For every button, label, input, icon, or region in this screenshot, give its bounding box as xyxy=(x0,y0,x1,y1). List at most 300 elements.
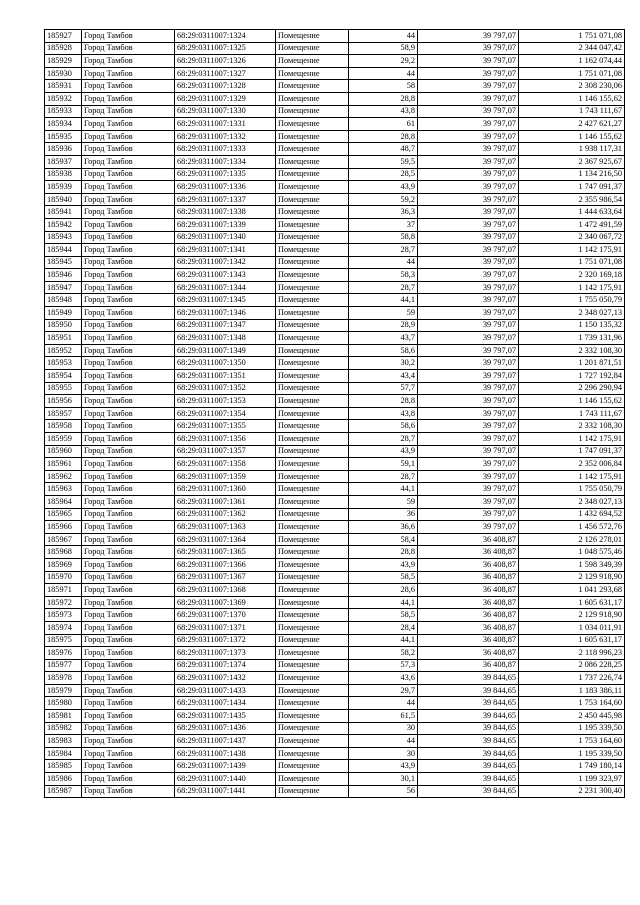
object-type-cell: Помещение xyxy=(276,760,349,773)
object-type-cell: Помещение xyxy=(276,256,349,269)
table-row xyxy=(45,571,625,584)
city-cell: Город Тамбов xyxy=(82,382,175,395)
table-row xyxy=(45,281,625,294)
area-cell: 43,9 xyxy=(349,445,418,458)
object-type-cell: Помещение xyxy=(276,433,349,446)
city-cell: Город Тамбов xyxy=(82,269,175,282)
rate-cell: 39 797,07 xyxy=(418,508,519,521)
rate-cell: 36 408,87 xyxy=(418,596,519,609)
object-type-cell: Помещение xyxy=(276,483,349,496)
city-cell: Город Тамбов xyxy=(82,130,175,143)
area-cell: 59,5 xyxy=(349,155,418,168)
cadastral-value-cell: 1 150 135,32 xyxy=(519,319,625,332)
cadastral-number-cell: 68:29:0311007:1368 xyxy=(175,584,276,597)
rate-cell: 36 408,87 xyxy=(418,558,519,571)
row-number-cell: 185938 xyxy=(45,168,82,181)
area-cell: 59 xyxy=(349,495,418,508)
row-number-cell: 185970 xyxy=(45,571,82,584)
rate-cell: 39 797,07 xyxy=(418,344,519,357)
cadastral-value-cell: 2 308 230,06 xyxy=(519,80,625,93)
city-cell: Город Тамбов xyxy=(82,571,175,584)
object-type-cell: Помещение xyxy=(276,357,349,370)
cadastral-number-cell: 68:29:0311007:1373 xyxy=(175,647,276,660)
cadastral-number-cell: 68:29:0311007:1352 xyxy=(175,382,276,395)
area-cell: 58,6 xyxy=(349,344,418,357)
area-cell: 58,9 xyxy=(349,42,418,55)
city-cell: Город Тамбов xyxy=(82,55,175,68)
area-cell: 43,9 xyxy=(349,181,418,194)
rate-cell: 39 797,07 xyxy=(418,370,519,383)
rate-cell: 39 797,07 xyxy=(418,55,519,68)
rate-cell: 39 797,07 xyxy=(418,168,519,181)
table-row xyxy=(45,621,625,634)
area-cell: 28,4 xyxy=(349,621,418,634)
cadastral-number-cell: 68:29:0311007:1366 xyxy=(175,558,276,571)
table-row xyxy=(45,218,625,231)
object-type-cell: Помещение xyxy=(276,395,349,408)
row-number-cell: 185936 xyxy=(45,143,82,156)
row-number-cell: 185935 xyxy=(45,130,82,143)
city-cell: Город Тамбов xyxy=(82,584,175,597)
city-cell: Город Тамбов xyxy=(82,218,175,231)
table-row xyxy=(45,231,625,244)
row-number-cell: 185976 xyxy=(45,647,82,660)
row-number-cell: 185951 xyxy=(45,332,82,345)
table-row xyxy=(45,697,625,710)
rate-cell: 36 408,87 xyxy=(418,584,519,597)
cadastral-number-cell: 68:29:0311007:1343 xyxy=(175,269,276,282)
table-row xyxy=(45,42,625,55)
city-cell: Город Тамбов xyxy=(82,747,175,760)
object-type-cell: Помещение xyxy=(276,458,349,471)
area-cell: 36,3 xyxy=(349,206,418,219)
cadastral-value-cell: 1 195 339,50 xyxy=(519,722,625,735)
area-cell: 57,7 xyxy=(349,382,418,395)
cadastral-value-cell: 2 427 621,27 xyxy=(519,118,625,131)
cadastral-number-cell: 68:29:0311007:1436 xyxy=(175,722,276,735)
cadastral-value-cell: 1 162 074,44 xyxy=(519,55,625,68)
cadastral-value-cell: 1 195 339,50 xyxy=(519,747,625,760)
cadastral-value-cell: 2 332 108,30 xyxy=(519,420,625,433)
rate-cell: 39 797,07 xyxy=(418,407,519,420)
object-type-cell: Помещение xyxy=(276,785,349,798)
cadastral-value-cell: 2 344 047,42 xyxy=(519,42,625,55)
city-cell: Город Тамбов xyxy=(82,244,175,257)
area-cell: 58 xyxy=(349,80,418,93)
cadastral-number-cell: 68:29:0311007:1327 xyxy=(175,67,276,80)
row-number-cell: 185963 xyxy=(45,483,82,496)
area-cell: 58,6 xyxy=(349,420,418,433)
cadastral-number-cell: 68:29:0311007:1437 xyxy=(175,735,276,748)
row-number-cell: 185978 xyxy=(45,672,82,685)
row-number-cell: 185965 xyxy=(45,508,82,521)
object-type-cell: Помещение xyxy=(276,684,349,697)
rate-cell: 39 797,07 xyxy=(418,382,519,395)
area-cell: 37 xyxy=(349,218,418,231)
rate-cell: 39 797,07 xyxy=(418,143,519,156)
cadastral-value-cell: 1 134 216,50 xyxy=(519,168,625,181)
object-type-cell: Помещение xyxy=(276,420,349,433)
city-cell: Город Тамбов xyxy=(82,281,175,294)
row-number-cell: 185957 xyxy=(45,407,82,420)
table-row xyxy=(45,332,625,345)
row-number-cell: 185972 xyxy=(45,596,82,609)
cadastral-value-table xyxy=(44,29,625,798)
cadastral-value-cell: 1 034 011,91 xyxy=(519,621,625,634)
object-type-cell: Помещение xyxy=(276,407,349,420)
cadastral-value-cell: 1 444 633,64 xyxy=(519,206,625,219)
row-number-cell: 185945 xyxy=(45,256,82,269)
cadastral-value-cell: 1 142 175,91 xyxy=(519,281,625,294)
rate-cell: 39 844,65 xyxy=(418,785,519,798)
cadastral-value-cell: 1 739 131,96 xyxy=(519,332,625,345)
object-type-cell: Помещение xyxy=(276,307,349,320)
city-cell: Город Тамбов xyxy=(82,319,175,332)
table-row xyxy=(45,445,625,458)
cadastral-value-cell: 1 432 694,52 xyxy=(519,508,625,521)
cadastral-number-cell: 68:29:0311007:1372 xyxy=(175,634,276,647)
rate-cell: 39 797,07 xyxy=(418,294,519,307)
city-cell: Город Тамбов xyxy=(82,760,175,773)
cadastral-number-cell: 68:29:0311007:1331 xyxy=(175,118,276,131)
object-type-cell: Помещение xyxy=(276,193,349,206)
row-number-cell: 185987 xyxy=(45,785,82,798)
area-cell: 56 xyxy=(349,785,418,798)
table-row xyxy=(45,458,625,471)
object-type-cell: Помещение xyxy=(276,558,349,571)
city-cell: Город Тамбов xyxy=(82,30,175,43)
rate-cell: 39 797,07 xyxy=(418,181,519,194)
table-body xyxy=(45,30,625,798)
city-cell: Город Тамбов xyxy=(82,155,175,168)
table-row xyxy=(45,609,625,622)
row-number-cell: 185964 xyxy=(45,495,82,508)
table-row xyxy=(45,256,625,269)
row-number-cell: 185931 xyxy=(45,80,82,93)
object-type-cell: Помещение xyxy=(276,773,349,786)
cadastral-number-cell: 68:29:0311007:1353 xyxy=(175,395,276,408)
object-type-cell: Помещение xyxy=(276,735,349,748)
row-number-cell: 185980 xyxy=(45,697,82,710)
cadastral-number-cell: 68:29:0311007:1364 xyxy=(175,533,276,546)
area-cell: 57,3 xyxy=(349,659,418,672)
object-type-cell: Помещение xyxy=(276,596,349,609)
cadastral-value-cell: 1 747 091,37 xyxy=(519,445,625,458)
table-row xyxy=(45,722,625,735)
cadastral-number-cell: 68:29:0311007:1356 xyxy=(175,433,276,446)
row-number-cell: 185960 xyxy=(45,445,82,458)
row-number-cell: 185985 xyxy=(45,760,82,773)
city-cell: Город Тамбов xyxy=(82,307,175,320)
rate-cell: 39 797,07 xyxy=(418,130,519,143)
table-row xyxy=(45,206,625,219)
row-number-cell: 185958 xyxy=(45,420,82,433)
cadastral-value-cell: 1 201 871,51 xyxy=(519,357,625,370)
city-cell: Город Тамбов xyxy=(82,596,175,609)
object-type-cell: Помещение xyxy=(276,244,349,257)
rate-cell: 39 797,07 xyxy=(418,206,519,219)
table-row xyxy=(45,92,625,105)
cadastral-value-cell: 1 183 386,11 xyxy=(519,684,625,697)
object-type-cell: Помещение xyxy=(276,722,349,735)
rate-cell: 36 408,87 xyxy=(418,647,519,660)
area-cell: 28,7 xyxy=(349,281,418,294)
table-row xyxy=(45,357,625,370)
rate-cell: 39 797,07 xyxy=(418,433,519,446)
object-type-cell: Помещение xyxy=(276,294,349,307)
table-row xyxy=(45,319,625,332)
area-cell: 61 xyxy=(349,118,418,131)
cadastral-number-cell: 68:29:0311007:1332 xyxy=(175,130,276,143)
area-cell: 44,1 xyxy=(349,596,418,609)
area-cell: 36 xyxy=(349,508,418,521)
cadastral-number-cell: 68:29:0311007:1355 xyxy=(175,420,276,433)
cadastral-value-cell: 2 129 918,90 xyxy=(519,609,625,622)
table-row xyxy=(45,420,625,433)
cadastral-value-cell: 1 142 175,91 xyxy=(519,433,625,446)
object-type-cell: Помещение xyxy=(276,621,349,634)
rate-cell: 39 797,07 xyxy=(418,105,519,118)
cadastral-number-cell: 68:29:0311007:1339 xyxy=(175,218,276,231)
cadastral-value-cell: 1 753 164,60 xyxy=(519,735,625,748)
rate-cell: 39 844,65 xyxy=(418,773,519,786)
rate-cell: 39 844,65 xyxy=(418,672,519,685)
city-cell: Город Тамбов xyxy=(82,395,175,408)
object-type-cell: Помещение xyxy=(276,42,349,55)
city-cell: Город Тамбов xyxy=(82,193,175,206)
cadastral-number-cell: 68:29:0311007:1361 xyxy=(175,495,276,508)
table-row xyxy=(45,760,625,773)
table-row xyxy=(45,344,625,357)
cadastral-value-cell: 1 743 111,67 xyxy=(519,407,625,420)
rate-cell: 39 797,07 xyxy=(418,118,519,131)
object-type-cell: Помещение xyxy=(276,181,349,194)
city-cell: Город Тамбов xyxy=(82,206,175,219)
object-type-cell: Помещение xyxy=(276,609,349,622)
city-cell: Город Тамбов xyxy=(82,546,175,559)
object-type-cell: Помещение xyxy=(276,546,349,559)
object-type-cell: Помещение xyxy=(276,80,349,93)
rate-cell: 39 797,07 xyxy=(418,80,519,93)
object-type-cell: Помещение xyxy=(276,370,349,383)
city-cell: Город Тамбов xyxy=(82,80,175,93)
rate-cell: 39 797,07 xyxy=(418,483,519,496)
rate-cell: 39 797,07 xyxy=(418,395,519,408)
rate-cell: 36 408,87 xyxy=(418,659,519,672)
row-number-cell: 185952 xyxy=(45,344,82,357)
area-cell: 58,4 xyxy=(349,533,418,546)
rate-cell: 39 797,07 xyxy=(418,307,519,320)
cadastral-value-cell: 1 041 293,68 xyxy=(519,584,625,597)
cadastral-number-cell: 68:29:0311007:1346 xyxy=(175,307,276,320)
row-number-cell: 185983 xyxy=(45,735,82,748)
object-type-cell: Помещение xyxy=(276,92,349,105)
table-row xyxy=(45,395,625,408)
cadastral-value-cell: 1 751 071,08 xyxy=(519,30,625,43)
city-cell: Город Тамбов xyxy=(82,710,175,723)
cadastral-value-cell: 2 320 169,18 xyxy=(519,269,625,282)
rate-cell: 39 797,07 xyxy=(418,231,519,244)
area-cell: 44,1 xyxy=(349,483,418,496)
cadastral-value-cell: 1 142 175,91 xyxy=(519,244,625,257)
city-cell: Город Тамбов xyxy=(82,231,175,244)
table-row xyxy=(45,244,625,257)
cadastral-value-cell: 1 048 575,46 xyxy=(519,546,625,559)
cadastral-number-cell: 68:29:0311007:1362 xyxy=(175,508,276,521)
table-row xyxy=(45,533,625,546)
table-row xyxy=(45,168,625,181)
cadastral-value-cell: 1 472 491,59 xyxy=(519,218,625,231)
area-cell: 59,2 xyxy=(349,193,418,206)
rate-cell: 36 408,87 xyxy=(418,571,519,584)
rate-cell: 39 797,07 xyxy=(418,420,519,433)
city-cell: Город Тамбов xyxy=(82,647,175,660)
row-number-cell: 185937 xyxy=(45,155,82,168)
area-cell: 29,2 xyxy=(349,55,418,68)
city-cell: Город Тамбов xyxy=(82,785,175,798)
object-type-cell: Помещение xyxy=(276,710,349,723)
cadastral-number-cell: 68:29:0311007:1358 xyxy=(175,458,276,471)
area-cell: 28,8 xyxy=(349,130,418,143)
cadastral-number-cell: 68:29:0311007:1335 xyxy=(175,168,276,181)
row-number-cell: 185967 xyxy=(45,533,82,546)
row-number-cell: 185932 xyxy=(45,92,82,105)
rate-cell: 36 408,87 xyxy=(418,546,519,559)
cadastral-number-cell: 68:29:0311007:1374 xyxy=(175,659,276,672)
city-cell: Город Тамбов xyxy=(82,168,175,181)
cadastral-value-cell: 2 348 027,13 xyxy=(519,307,625,320)
table-row xyxy=(45,433,625,446)
table-row xyxy=(45,634,625,647)
area-cell: 28,7 xyxy=(349,470,418,483)
object-type-cell: Помещение xyxy=(276,155,349,168)
row-number-cell: 185944 xyxy=(45,244,82,257)
city-cell: Город Тамбов xyxy=(82,67,175,80)
object-type-cell: Помещение xyxy=(276,571,349,584)
cadastral-number-cell: 68:29:0311007:1345 xyxy=(175,294,276,307)
cadastral-number-cell: 68:29:0311007:1371 xyxy=(175,621,276,634)
area-cell: 44 xyxy=(349,256,418,269)
city-cell: Город Тамбов xyxy=(82,684,175,697)
row-number-cell: 185946 xyxy=(45,269,82,282)
table-row xyxy=(45,672,625,685)
table-row xyxy=(45,773,625,786)
rate-cell: 39 844,65 xyxy=(418,684,519,697)
rate-cell: 39 844,65 xyxy=(418,760,519,773)
cadastral-number-cell: 68:29:0311007:1337 xyxy=(175,193,276,206)
table-row xyxy=(45,521,625,534)
object-type-cell: Помещение xyxy=(276,130,349,143)
area-cell: 28,8 xyxy=(349,546,418,559)
area-cell: 43,4 xyxy=(349,370,418,383)
area-cell: 28,8 xyxy=(349,92,418,105)
table-row xyxy=(45,143,625,156)
city-cell: Город Тамбов xyxy=(82,621,175,634)
rate-cell: 36 408,87 xyxy=(418,634,519,647)
city-cell: Город Тамбов xyxy=(82,370,175,383)
rate-cell: 36 408,87 xyxy=(418,609,519,622)
table-row xyxy=(45,118,625,131)
object-type-cell: Помещение xyxy=(276,281,349,294)
city-cell: Город Тамбов xyxy=(82,256,175,269)
area-cell: 43,8 xyxy=(349,407,418,420)
row-number-cell: 185941 xyxy=(45,206,82,219)
area-cell: 30,2 xyxy=(349,357,418,370)
city-cell: Город Тамбов xyxy=(82,407,175,420)
area-cell: 28,6 xyxy=(349,584,418,597)
area-cell: 30 xyxy=(349,747,418,760)
cadastral-number-cell: 68:29:0311007:1330 xyxy=(175,105,276,118)
cadastral-value-cell: 2 352 006,84 xyxy=(519,458,625,471)
city-cell: Город Тамбов xyxy=(82,521,175,534)
object-type-cell: Помещение xyxy=(276,747,349,760)
city-cell: Город Тамбов xyxy=(82,609,175,622)
cadastral-value-cell: 1 737 226,74 xyxy=(519,672,625,685)
rate-cell: 39 797,07 xyxy=(418,521,519,534)
row-number-cell: 185986 xyxy=(45,773,82,786)
city-cell: Город Тамбов xyxy=(82,420,175,433)
table-row xyxy=(45,684,625,697)
city-cell: Город Тамбов xyxy=(82,118,175,131)
object-type-cell: Помещение xyxy=(276,118,349,131)
object-type-cell: Помещение xyxy=(276,67,349,80)
cadastral-number-cell: 68:29:0311007:1342 xyxy=(175,256,276,269)
city-cell: Город Тамбов xyxy=(82,483,175,496)
row-number-cell: 185979 xyxy=(45,684,82,697)
city-cell: Город Тамбов xyxy=(82,495,175,508)
cadastral-number-cell: 68:29:0311007:1333 xyxy=(175,143,276,156)
area-cell: 28,8 xyxy=(349,395,418,408)
rate-cell: 39 797,07 xyxy=(418,67,519,80)
row-number-cell: 185939 xyxy=(45,181,82,194)
area-cell: 44,1 xyxy=(349,634,418,647)
cadastral-number-cell: 68:29:0311007:1347 xyxy=(175,319,276,332)
table-row xyxy=(45,407,625,420)
cadastral-number-cell: 68:29:0311007:1340 xyxy=(175,231,276,244)
row-number-cell: 185968 xyxy=(45,546,82,559)
cadastral-value-cell: 1 598 349,39 xyxy=(519,558,625,571)
object-type-cell: Помещение xyxy=(276,647,349,660)
row-number-cell: 185962 xyxy=(45,470,82,483)
area-cell: 43,9 xyxy=(349,760,418,773)
table-row xyxy=(45,710,625,723)
object-type-cell: Помещение xyxy=(276,231,349,244)
rate-cell: 39 797,07 xyxy=(418,256,519,269)
object-type-cell: Помещение xyxy=(276,269,349,282)
table-row xyxy=(45,370,625,383)
cadastral-number-cell: 68:29:0311007:1351 xyxy=(175,370,276,383)
area-cell: 44 xyxy=(349,697,418,710)
object-type-cell: Помещение xyxy=(276,382,349,395)
row-number-cell: 185956 xyxy=(45,395,82,408)
row-number-cell: 185981 xyxy=(45,710,82,723)
row-number-cell: 185947 xyxy=(45,281,82,294)
rate-cell: 39 844,65 xyxy=(418,722,519,735)
cadastral-number-cell: 68:29:0311007:1325 xyxy=(175,42,276,55)
object-type-cell: Помещение xyxy=(276,319,349,332)
table-row xyxy=(45,647,625,660)
rate-cell: 39 797,07 xyxy=(418,357,519,370)
cadastral-number-cell: 68:29:0311007:1435 xyxy=(175,710,276,723)
city-cell: Город Тамбов xyxy=(82,143,175,156)
area-cell: 44,1 xyxy=(349,294,418,307)
city-cell: Город Тамбов xyxy=(82,735,175,748)
cadastral-number-cell: 68:29:0311007:1344 xyxy=(175,281,276,294)
row-number-cell: 185949 xyxy=(45,307,82,320)
cadastral-value-cell: 2 355 986,54 xyxy=(519,193,625,206)
table-row xyxy=(45,181,625,194)
area-cell: 44 xyxy=(349,735,418,748)
